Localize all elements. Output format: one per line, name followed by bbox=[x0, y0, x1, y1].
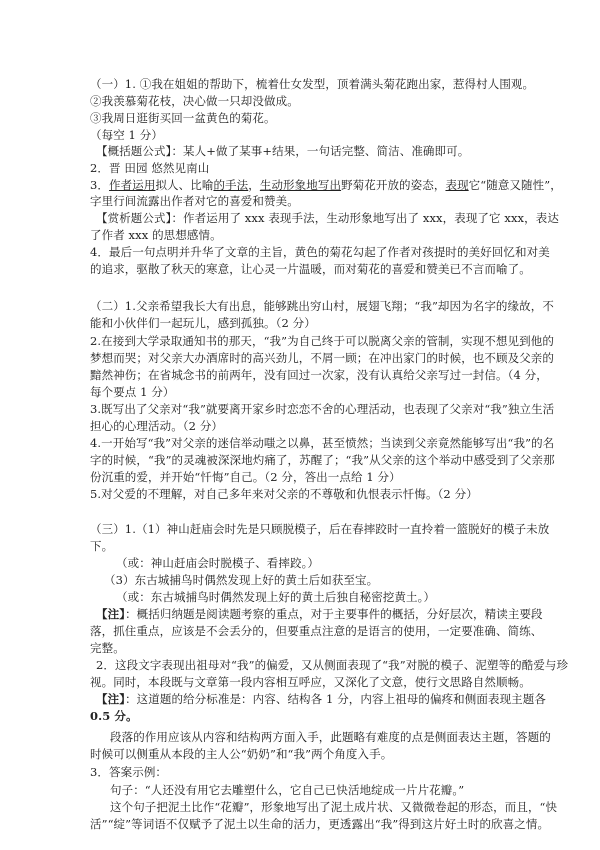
s1-q3: 3．作者运用拟人、比喻的手法，生动形象地写出野菊花开放的姿态，表现它“随意又随性”， bbox=[90, 178, 562, 192]
s3-note-2: 【注】：这道题的给分标准是：内容、结构各 1 分，内容上祖母的偏疼和侧面表现主题各 bbox=[96, 692, 546, 706]
s1-q4-line-2: 的追求，驱散了秋天的寒意，让心灵一片温暖，而对菊花的喜爱和赞美已不言而喻了。 bbox=[90, 262, 531, 276]
s2-line-2: 能和小伙伴们一起玩儿，感到孤独。（2 分） bbox=[90, 316, 316, 330]
s3-item-3: （3）东古城捕鸟时偶然发现上好的黄土后如获至宝。 bbox=[104, 573, 379, 587]
s1-formula-1: 【概括题公式】：某人+做了某事+结果，一句话完整、简洁、准确即可。 bbox=[96, 144, 470, 158]
s3-note-1-line-2: 落，抓住重点，应该是不会丢分的，但要重点注意的是语言的使用，一定要准确、简练、 bbox=[90, 624, 543, 638]
s3-note-2-line-2: 0.5 分。 bbox=[90, 709, 138, 723]
s2-line-1: （二）1.父亲希望我长大有出息，能够跳出穷山村，展翅飞翔；“我”却因为名字的缘故，不 bbox=[90, 299, 554, 313]
s1-q4: 4．最后一句点明并升华了文章的主旨，黄色的菊花勾起了作者对孩提时的美好回忆和对美 bbox=[90, 245, 550, 259]
s3-line-2: 下。 bbox=[90, 539, 114, 553]
s2-line-9: 4.一开始写“我”对父亲的迷信举动嗤之以鼻，甚至愤然；当读到父亲竟然能够写出“我”的名 bbox=[90, 436, 555, 450]
s3-tip-line-2: 时候可以侧重从本段的主人公“奶奶”和“我”两个角度入手。 bbox=[90, 747, 393, 761]
s3-alt-1: （或：神山赶庙会时脱模子、看摔跤。） bbox=[116, 556, 320, 570]
s1-line-4: （每空 1 分） bbox=[90, 128, 163, 142]
s2-line-3: 2.在接到大学录取通知书的那天，“我”为自己终于可以脱离父亲的管制，实现不想见到他的 bbox=[90, 334, 554, 348]
s1-formula-2-line-2: 了作者 xxx 的思想感情。 bbox=[90, 228, 222, 242]
s2-line-12: 5.对父爱的不理解，对自己多年来对父亲的不尊敬和仇恨表示忏悔。（2 分） bbox=[90, 487, 478, 501]
s3-note-1: 【注】：概括归纳题是阅读题考察的重点，对于主要事件的概括，分好层次，精读主要段 bbox=[96, 607, 543, 621]
s1-line-3: ③我周日逛街买回一盆黄色的菊花。 bbox=[90, 111, 276, 125]
s2-line-8: 担心的心理活动。（2 分） bbox=[90, 419, 224, 433]
s1-line-2: ②我羡慕菊花枝，决心做一只却没做成。 bbox=[90, 94, 299, 108]
s3-sentence: 句子：“人还没有用它去雕塑什么，它自己已快活地绽成一片片花瓣。” bbox=[110, 783, 465, 797]
s1-q3-line-2: 字里行间流露出作者对它的喜爱和赞美。 bbox=[90, 194, 299, 208]
s3-line-1: （三）1.（1）神山赶庙会时先是只顾脱模子，后在春摔跤时一直拎着一篮脱好的模子未放 bbox=[90, 522, 550, 536]
s1-line-1: （一）1. ①我在姐姐的帮助下，梳着仕女发型，顶着满头菊花跑出家，惹得村人围观。 bbox=[90, 77, 535, 91]
s2-line-6: 每个要点 1 分） bbox=[90, 385, 175, 399]
s2-line-4: 梦想而哭；对父亲大办酒席时的高兴劲儿，不屑一顾；在冲出家门的时候，也不顾及父亲的 bbox=[90, 351, 554, 365]
s3-explanation: 这个句子把泥土比作“花瓣”，形象地写出了泥土成片状、又微微卷起的形态，而且，“快 bbox=[110, 800, 558, 814]
s2-line-11: 份沉重的爱，并开始“忏悔”自己。（2 分，答出一点给 1 分） bbox=[90, 470, 401, 484]
s3-note-1-line-3: 完整。 bbox=[90, 641, 125, 655]
s1-q2: 2．晋 田园 悠然见南山 bbox=[90, 161, 210, 175]
s2-line-7: 3.既写出了父亲对“我”就要离开家乡时恋恋不舍的心理活动，也表现了父亲对“我”独立生活 bbox=[90, 402, 555, 416]
s3-analysis-line-2: 视。同时，本段既与文章第一段内容相互呼应，又深化了文意，使行文思路自然顺畅。 bbox=[90, 675, 531, 689]
s1-formula-2: 【赏析题公式】：作者运用了 xxx 表现手法，生动形象地写出了 xxx，表现了它 xxx，表达 bbox=[96, 211, 559, 225]
s3-q3: 3．答案示例： bbox=[90, 765, 168, 779]
s3-analysis: 2．这段文字表现出祖母对“我”的偏爱，又从侧面表现了“我”对脱的模子、泥塑等的酷爱与珍 bbox=[96, 658, 569, 672]
s3-alt-3: （或：东古城捕鸟时偶然发现上好的黄土后独自秘密挖黄土。） bbox=[116, 590, 436, 604]
s2-line-5: 黯然神伤；在省城念书的前两年，没有回过一次家，没有认真给父亲写过一封信。（4 分， bbox=[90, 368, 548, 382]
s2-line-10: 字的时候，“我”的灵魂被深深地灼痛了，苏醒了；“我”从父亲的这个举动中感受到了父亲那 bbox=[90, 453, 555, 467]
s3-explanation-line-2: 活”“绽”等词语不仅赋予了泥土以生命的活力，更透露出“我”得到这片好土时的欣喜之情。 bbox=[90, 817, 550, 831]
s3-tip: 段落的作用应该从内容和结构两方面入手，此题略有难度的点是侧面表达主题，答题的 bbox=[110, 730, 551, 744]
